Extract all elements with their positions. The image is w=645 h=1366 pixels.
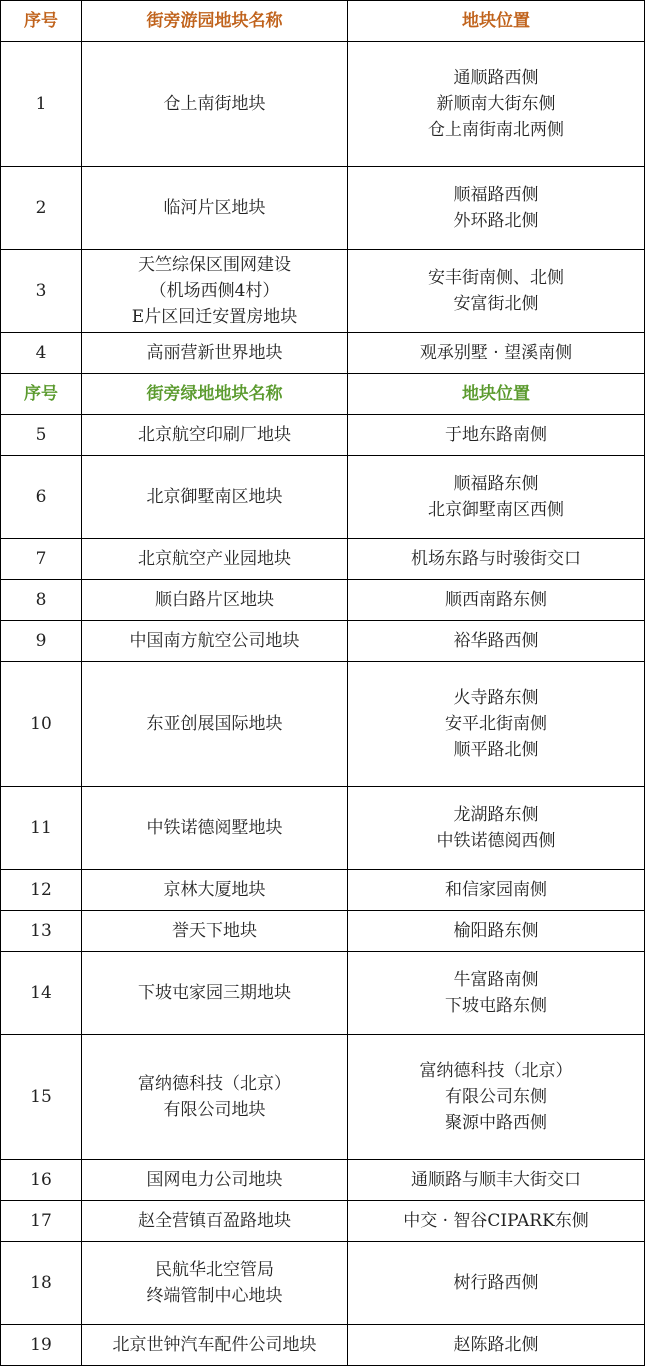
row-number: 13 — [1, 911, 82, 952]
row-number: 1 — [1, 42, 82, 167]
plot-location — [348, 621, 645, 662]
table-row — [1, 415, 645, 456]
plot-location-line: 外环路北侧 — [453, 211, 539, 231]
plot-name — [82, 1160, 348, 1201]
table-row — [1, 167, 645, 250]
table-row — [1, 952, 645, 1035]
plot-name-line: 民航华北空管局 — [155, 1260, 274, 1280]
row-number: 9 — [1, 621, 82, 662]
plot-location — [348, 580, 645, 621]
plot-location-line: 中铁诺德阅西侧 — [436, 831, 556, 851]
table-row — [1, 539, 645, 580]
plot-location-line: 顺平路北侧 — [453, 740, 539, 760]
plot-name-line: 有限公司地块 — [163, 1100, 266, 1120]
plot-location-line: 中交 · 智谷CIPARK东侧 — [403, 1211, 589, 1231]
plot-name — [82, 1325, 348, 1366]
row-number: 5 — [1, 415, 82, 456]
plot-name-line: 天竺综保区围网建设 — [138, 255, 291, 275]
plot-location — [348, 167, 645, 250]
plot-location — [348, 787, 645, 870]
plot-name-line: 东亚创展国际地块 — [146, 714, 283, 734]
plot-name-line: 誉天下地块 — [172, 921, 257, 941]
row-number: 15 — [1, 1035, 82, 1160]
table-row — [1, 1242, 645, 1325]
plot-location-line: 安平北街南侧 — [445, 714, 547, 734]
row-number: 11 — [1, 787, 82, 870]
table-row — [1, 333, 645, 374]
plot-location-line: 顺西南路东侧 — [445, 590, 547, 610]
plot-location-line: 顺福路西侧 — [453, 185, 539, 205]
plot-location-line: 新顺南大街东侧 — [436, 94, 556, 114]
plot-name-line: 北京航空印刷厂地块 — [138, 425, 291, 445]
row-number: 14 — [1, 952, 82, 1035]
plot-location — [348, 1325, 645, 1366]
plot-name — [82, 1035, 348, 1160]
table-row — [1, 1201, 645, 1242]
plots-table-body — [1, 1, 645, 1366]
table-row — [1, 911, 645, 952]
plot-name — [82, 621, 348, 662]
plot-location-line: 有限公司东侧 — [445, 1087, 547, 1107]
plot-location — [348, 42, 645, 167]
plot-location — [348, 415, 645, 456]
plot-name-line: 终端管制中心地块 — [146, 1286, 283, 1306]
plot-name-line: 仓上南街地块 — [163, 94, 266, 114]
table-row — [1, 621, 645, 662]
plot-location — [348, 662, 645, 787]
plot-name — [82, 911, 348, 952]
row-number: 19 — [1, 1325, 82, 1366]
table-row — [1, 456, 645, 539]
park-header-row — [1, 1, 645, 42]
plot-name-line: 顺白路片区地块 — [155, 590, 274, 610]
plot-location-line: 火寺路东侧 — [453, 688, 539, 708]
plot-location-line: 安富街北侧 — [453, 294, 539, 314]
row-number: 16 — [1, 1160, 82, 1201]
plot-location-line: 和信家园南侧 — [445, 880, 547, 900]
plot-location-line: 榆阳路东侧 — [453, 921, 539, 941]
plot-location — [348, 456, 645, 539]
plot-name — [82, 1242, 348, 1325]
plot-location-line: 通顺路与顺丰大街交口 — [411, 1170, 581, 1190]
plot-name-line: （机场西侧4村） — [149, 281, 280, 301]
row-number: 18 — [1, 1242, 82, 1325]
plot-location-line: 裕华路西侧 — [453, 631, 539, 651]
header-park-name: 街旁游园地块名称 — [82, 1, 348, 42]
plot-name-line: 北京世钟汽车配件公司地块 — [112, 1335, 317, 1355]
plot-name-line: 高丽营新世界地块 — [146, 343, 283, 363]
plot-location-line: 观承别墅 · 望溪南侧 — [419, 343, 573, 363]
plot-location-line: 安丰街南侧、北侧 — [428, 268, 564, 288]
row-number: 12 — [1, 870, 82, 911]
plot-location-line: 赵陈路北侧 — [453, 1335, 539, 1355]
header-no: 序号 — [1, 374, 82, 415]
plot-location — [348, 250, 645, 333]
plot-name-line: E片区回迁安置房地块 — [131, 307, 298, 327]
plot-location-line: 机场东路与时骏街交口 — [411, 549, 581, 569]
plot-name-line: 赵全营镇百盈路地块 — [138, 1211, 291, 1231]
plot-location — [348, 333, 645, 374]
table-row — [1, 1160, 645, 1201]
plot-location-line: 于地东路南侧 — [445, 425, 547, 445]
plot-name — [82, 539, 348, 580]
table-row — [1, 787, 645, 870]
plot-location-line: 下坡屯路东侧 — [445, 996, 547, 1016]
plot-name-line: 北京御墅南区地块 — [146, 487, 283, 507]
table-row — [1, 1035, 645, 1160]
plot-location-line: 富纳德科技（北京） — [419, 1061, 573, 1081]
plot-name-line: 富纳德科技（北京） — [138, 1074, 291, 1094]
plot-location-line: 树行路西侧 — [453, 1273, 539, 1293]
table-row — [1, 1325, 645, 1366]
header-location: 地块位置 — [348, 1, 645, 42]
plot-name — [82, 580, 348, 621]
green-header-row — [1, 374, 645, 415]
row-number: 3 — [1, 250, 82, 333]
plot-name-line: 北京航空产业园地块 — [138, 549, 291, 569]
table-row — [1, 870, 645, 911]
plot-name — [82, 456, 348, 539]
plot-name — [82, 415, 348, 456]
plot-name — [82, 870, 348, 911]
header-location: 地块位置 — [348, 374, 645, 415]
plot-location — [348, 911, 645, 952]
plot-location-line: 牛富路南侧 — [453, 970, 539, 990]
plot-name-line: 中铁诺德阅墅地块 — [146, 818, 283, 838]
plot-location-line: 聚源中路西侧 — [445, 1113, 547, 1133]
plot-location-line: 仓上南街南北两侧 — [428, 120, 564, 140]
row-number: 2 — [1, 167, 82, 250]
plot-location — [348, 1035, 645, 1160]
plot-name — [82, 1201, 348, 1242]
row-number: 6 — [1, 456, 82, 539]
plot-name-line: 下坡屯家园三期地块 — [138, 983, 291, 1003]
plot-location — [348, 870, 645, 911]
plot-location — [348, 952, 645, 1035]
plot-name — [82, 333, 348, 374]
row-number: 17 — [1, 1201, 82, 1242]
table-row — [1, 42, 645, 167]
plot-location — [348, 1160, 645, 1201]
header-no: 序号 — [1, 1, 82, 42]
plot-name — [82, 167, 348, 250]
table-row — [1, 580, 645, 621]
plot-name-line: 临河片区地块 — [163, 198, 266, 218]
plot-location-line: 北京御墅南区西侧 — [428, 500, 564, 520]
header-green-name: 街旁绿地地块名称 — [82, 374, 348, 415]
plot-name — [82, 250, 348, 333]
plot-name-line: 京林大厦地块 — [163, 880, 266, 900]
plot-name-line: 中国南方航空公司地块 — [129, 631, 300, 651]
table-row — [1, 662, 645, 787]
plot-name-line: 国网电力公司地块 — [146, 1170, 283, 1190]
plot-location — [348, 1242, 645, 1325]
row-number: 4 — [1, 333, 82, 374]
plot-location-line: 通顺路西侧 — [453, 68, 539, 88]
plot-name — [82, 662, 348, 787]
row-number: 7 — [1, 539, 82, 580]
plot-location — [348, 539, 645, 580]
plot-name — [82, 952, 348, 1035]
row-number: 8 — [1, 580, 82, 621]
plot-name — [82, 787, 348, 870]
row-number: 10 — [1, 662, 82, 787]
plot-name — [82, 42, 348, 167]
plot-location-line: 顺福路东侧 — [453, 474, 539, 494]
plot-location — [348, 1201, 645, 1242]
table-row — [1, 250, 645, 333]
plot-location-line: 龙湖路东侧 — [453, 805, 539, 825]
